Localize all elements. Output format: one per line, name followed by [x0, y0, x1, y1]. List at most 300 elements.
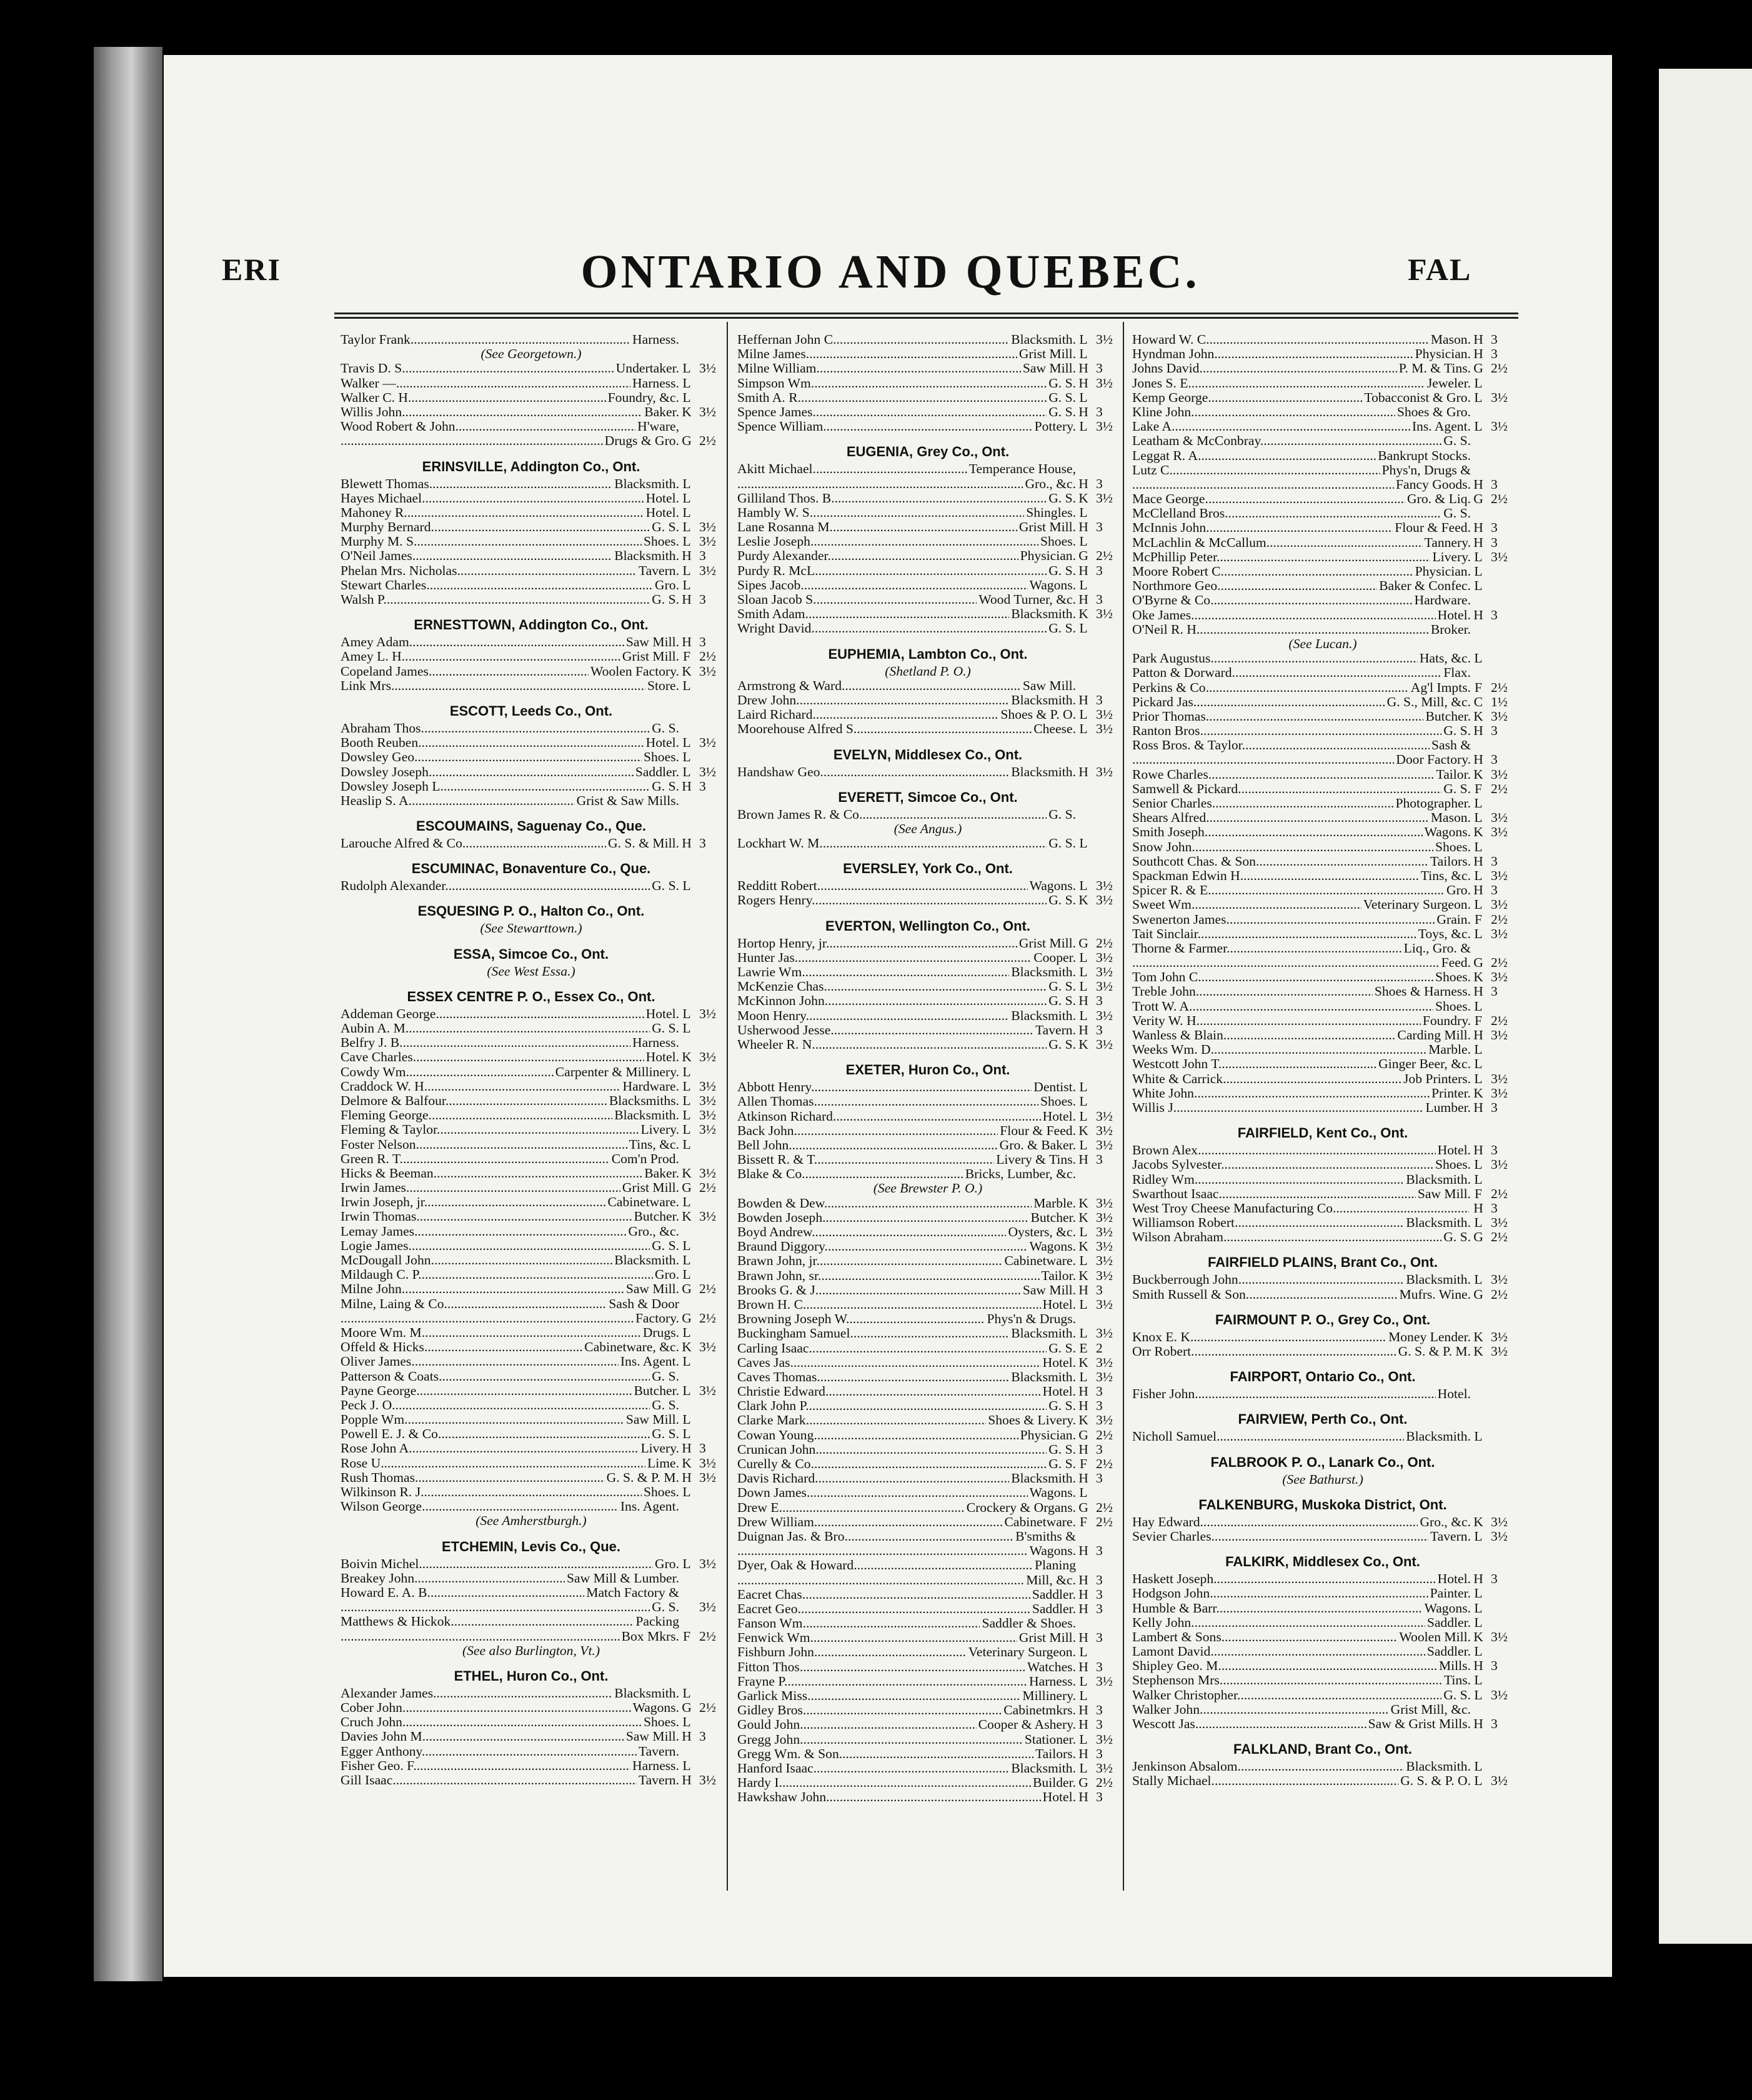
listing-rating: H [1078, 764, 1088, 779]
listing-business: Cabinetware. [1004, 1514, 1076, 1529]
listing-row [1132, 1028, 1513, 1042]
listing-business: Saddler. [1426, 1615, 1471, 1630]
listing-business: Match Factory & [586, 1585, 679, 1600]
listing-name: Nicholl Samuel ..... [1132, 1429, 1404, 1444]
listing-credit [694, 750, 722, 764]
listing-name: Southcott Chas. & Son ..... [1132, 854, 1428, 869]
listing-name: Bowden Joseph ..... [737, 1211, 1028, 1225]
listing-rating: L [682, 1195, 691, 1210]
listing-credit [694, 1138, 722, 1152]
listing-row [737, 621, 1118, 636]
listing-business: Livery. [640, 1441, 679, 1456]
listing-row [341, 721, 722, 736]
listing-credit [694, 1485, 722, 1499]
listing-row [341, 1195, 722, 1209]
listing-row [341, 520, 722, 534]
listing-credit [1486, 376, 1513, 391]
listing-row [341, 750, 722, 764]
listing-row [737, 1747, 1118, 1761]
listing-business: G. S. [1048, 376, 1076, 391]
listing-row [737, 1384, 1118, 1399]
listing-row [1132, 1387, 1513, 1401]
listing-name: Abraham Thos ..... [341, 721, 650, 736]
listing-row [1132, 1644, 1513, 1659]
listing-rating: G [1473, 492, 1483, 507]
listing-credit: 3½ [1096, 708, 1113, 722]
listing-name: Link Mrs ..... [341, 679, 645, 693]
listing-row [737, 1428, 1118, 1442]
listing-rating: L [1079, 390, 1088, 405]
listing-business: Carpenter & Millinery. [555, 1064, 679, 1079]
listing-credit: 3½ [1096, 491, 1113, 506]
listing-credit: 3 [1491, 521, 1498, 536]
listing-row [737, 1109, 1118, 1124]
listing-row [341, 836, 722, 851]
listing-name: Ranton Bros ..... [1132, 724, 1441, 738]
listing-credit [1486, 593, 1513, 608]
listing-row [737, 893, 1118, 908]
listing-name: Braund Diggory ..... [737, 1239, 1028, 1254]
listing-business: Physician. [1020, 549, 1076, 564]
listing-row [341, 564, 722, 578]
town-heading: EXETER, Huron Co., Ont. [845, 1062, 1010, 1078]
listing-credit [694, 794, 722, 808]
listing-name: Drew John ..... [737, 693, 1009, 708]
listing-credit [694, 1614, 722, 1629]
listing-credit [694, 679, 722, 693]
listing-name: Smith Joseph ..... [1132, 825, 1423, 839]
listing-row [737, 1080, 1118, 1094]
listing-row [1132, 506, 1513, 521]
listing-name: Murphy M. S ..... [341, 534, 642, 549]
listing-credit [1486, 999, 1513, 1014]
listing-rating: H [1078, 1152, 1088, 1168]
listing-credit: 3 [699, 549, 706, 564]
listing-row [341, 1427, 722, 1441]
listing-rating: F [1474, 680, 1482, 695]
listing-business: Gro., &c. [1025, 476, 1076, 491]
listing-rating: G [682, 1282, 692, 1297]
listing-credit: 3 [1096, 1718, 1103, 1732]
listing-row [341, 1586, 722, 1600]
listing-credit: 3 [1491, 1143, 1498, 1158]
listing-business: Marble. [1428, 1042, 1471, 1058]
listing-rating: K [1473, 1344, 1483, 1359]
listing-row [737, 936, 1118, 951]
town-heading: EVERTON, Wellington Co., Ont. [825, 918, 1030, 934]
listing-name: Cober John ..... [341, 1701, 631, 1715]
listing-business: G. S. [1048, 807, 1076, 822]
listing-name: Purdy Alexander ..... [737, 549, 1018, 563]
listing-name: Wright David ..... [737, 621, 1047, 636]
listing-business: Gro. [655, 1268, 679, 1282]
listing-credit: 3½ [1491, 1086, 1508, 1101]
listing-continuation [341, 1311, 722, 1326]
listing-credit: 3½ [1096, 1109, 1113, 1124]
listing-name: Lake A ..... [1132, 419, 1410, 434]
listing-row [737, 679, 1118, 693]
listing-row [341, 1050, 722, 1064]
listing-credit: 2½ [1491, 912, 1508, 927]
listing-name: Akitt Michael ..... [737, 462, 967, 476]
listing-credit: 2½ [1096, 1514, 1113, 1529]
listing-row [1132, 434, 1513, 448]
listing-rating: L [682, 376, 691, 391]
listing-rating: H [682, 1470, 692, 1485]
listing-name: McKenzie Chas ..... [737, 979, 1047, 994]
listing-business: Mason. [1430, 811, 1471, 826]
listing-row [341, 1209, 722, 1224]
listing-name: Copeland James ..... [341, 664, 589, 679]
listing-name: Amey Adam ..... [341, 635, 624, 649]
listing-business: G. S. [1048, 1037, 1076, 1052]
listing-row [341, 1181, 722, 1195]
listing-row [341, 1744, 722, 1759]
listing-business: Hotel. [645, 1050, 679, 1065]
listing-row [737, 1326, 1118, 1341]
listing-business: Shoes. [1435, 970, 1471, 985]
section-gap [1132, 1115, 1513, 1121]
listing-name: Hardy I ..... [737, 1776, 1031, 1790]
section-gap [1132, 1401, 1513, 1407]
listing-row [1132, 405, 1513, 419]
section-gap [1132, 1244, 1513, 1250]
listing-name: O'Neil R. H ..... [1132, 622, 1429, 637]
listing-credit: 3 [1491, 477, 1498, 492]
listing-rating [679, 1499, 694, 1514]
listing-business: Factory. [635, 1311, 679, 1326]
listing-rating: H [1473, 608, 1483, 622]
listing-business: Baker & Confec. [1379, 579, 1471, 594]
listing-credit [694, 391, 722, 405]
listing-row [737, 391, 1118, 405]
listing-row [341, 1398, 722, 1412]
listing-business: Tavern. [638, 1744, 679, 1759]
listing-business: Foundry, &c. [607, 390, 679, 405]
listing-business: Livery. [640, 1122, 679, 1138]
listing-rating: H [1078, 1631, 1088, 1646]
listing-business: G. S. [1443, 506, 1471, 521]
section-gap [737, 779, 1118, 785]
listing-business: G. S. [1048, 893, 1076, 908]
listing-row [341, 332, 722, 347]
listing-row [1132, 550, 1513, 564]
listing-credit [694, 1715, 722, 1729]
listing-name: Travis D. S ..... [341, 361, 614, 376]
listing-name: Down James ..... [737, 1486, 1028, 1500]
listing-name: Dowsley Geo ..... [341, 750, 642, 764]
listing-business: Gro. & Liq. [1407, 492, 1471, 507]
listing-name: Atkinson Richard ..... [737, 1109, 1041, 1124]
listing-credit: 3½ [1096, 1326, 1113, 1341]
listing-credit [1486, 1616, 1513, 1630]
listing-business: Blacksmith. [1011, 692, 1076, 708]
listing-business: Shoes. [1435, 999, 1471, 1014]
listing-business: Foundry. [1422, 1013, 1471, 1028]
listing-credit [1486, 941, 1513, 956]
listing-credit [694, 1427, 722, 1441]
cross-reference-note: (See Angus.) [893, 821, 962, 836]
listing-credit [694, 1354, 722, 1369]
listing-name: Spence William ..... [737, 419, 1033, 434]
listing-row [737, 1211, 1118, 1225]
listing-credit: 2½ [699, 649, 716, 664]
listing-rating: K [682, 404, 692, 419]
listing-row [1132, 1616, 1513, 1630]
listing-credit [1486, 405, 1513, 419]
listing-rating: L [1474, 390, 1483, 405]
listing-row [341, 736, 722, 750]
listing-row [1132, 1630, 1513, 1644]
listing-name: Oliver James ..... [341, 1354, 619, 1369]
listing-row [1132, 391, 1513, 405]
listing-business: Builder. [1033, 1776, 1076, 1791]
listing-name: West Troy Cheese Manufacturing Co. ..... [1132, 1201, 1469, 1216]
listing-business: Cabinetmkrs. [1003, 1703, 1076, 1718]
listing-name: Clarke Mark ..... [737, 1413, 986, 1428]
listing-business: B'smiths & [1015, 1529, 1076, 1544]
listing-business: Saw Mill. [625, 635, 679, 650]
listing-business: Cooper & Ashery. [978, 1718, 1076, 1732]
listing-rating [1471, 434, 1486, 448]
listing-business: Gro. [655, 1556, 679, 1571]
listing-business: Saw Mill. [625, 1282, 679, 1297]
cross-reference-note: (Shetland P. O.) [885, 663, 971, 679]
listing-credit [1091, 1558, 1118, 1572]
listing-business: Sash & Door [609, 1296, 679, 1311]
listing-credit: 3 [1491, 608, 1498, 622]
listing-name: Walker Christopher ..... [1132, 1688, 1441, 1702]
listing-row [737, 506, 1118, 520]
listing-credit [1486, 1172, 1513, 1187]
listing-business: Livery. [1432, 549, 1471, 564]
listing-row [1132, 695, 1513, 709]
section-gap [341, 979, 722, 984]
listing-credit [694, 477, 722, 491]
listing-business: G. S. [1443, 434, 1471, 449]
listing-business: Gro. [655, 578, 679, 592]
listing-row [1132, 1586, 1513, 1601]
listing-row [1132, 1042, 1513, 1057]
listing-row [1132, 361, 1513, 376]
listing-business: Tavern. [1430, 1529, 1471, 1544]
listing-name: Gould John ..... [737, 1718, 977, 1732]
listing-business: Ins. Agent. [620, 1354, 679, 1369]
listing-row [341, 879, 722, 893]
listing-business: Wagons. [1029, 578, 1076, 592]
listing-credit [1091, 578, 1118, 592]
listing-rating [1471, 449, 1486, 463]
listing-credit [1091, 1645, 1118, 1659]
listing-business: Saddler. [1032, 1587, 1076, 1602]
listing-name: Delmore & Balfour ..... [341, 1094, 607, 1108]
listing-rating [679, 419, 694, 434]
listing-rating: L [1079, 836, 1088, 851]
town-heading: ERNESTTOWN, Addington Co., Ont. [414, 617, 649, 633]
listing-row [737, 808, 1118, 822]
listing-row [737, 578, 1118, 592]
listing-rating: L [1079, 534, 1088, 549]
listing-name: Brown James R. & Co ..... [737, 808, 1047, 822]
listing-rating [1471, 1702, 1486, 1717]
listing-business: Ag'l Impts. [1410, 680, 1471, 695]
listing-rating: H [1078, 692, 1088, 708]
listing-row [737, 836, 1118, 851]
listing-credit: 3½ [1096, 1297, 1113, 1312]
listing-row [737, 1254, 1118, 1268]
listing-credit [1486, 579, 1513, 593]
listing-row [341, 361, 722, 376]
listing-name: Walker John ..... [1132, 1702, 1389, 1717]
listing-business: Wagons. [1029, 879, 1076, 894]
listing-row [1132, 608, 1513, 622]
listing-credit [694, 1759, 722, 1773]
listing-credit: 3 [1096, 1399, 1103, 1414]
listing-rating: L [1079, 979, 1088, 994]
listing-name: Abbott Henry ..... [737, 1080, 1032, 1094]
listing-rating: F [1474, 1186, 1482, 1201]
listing-name: Stally Michael ..... [1132, 1774, 1398, 1788]
listing-rating [679, 1744, 694, 1759]
listing-credit: 3 [1491, 1201, 1498, 1216]
listing-rating: H [682, 1773, 692, 1788]
listing-name: Wilson George ..... [341, 1499, 619, 1514]
listing-name: White John ..... [1132, 1086, 1430, 1101]
listing-row [1132, 1230, 1513, 1244]
listing-credit [694, 1744, 722, 1759]
listing-row [737, 1225, 1118, 1239]
listing-credit: 3 [1491, 1659, 1498, 1674]
listing-name: Jacobs Sylvester ..... [1132, 1158, 1433, 1172]
listing-name: Cave Charles ..... [341, 1050, 644, 1064]
listing-name: Leslie Joseph ..... [737, 534, 1038, 549]
listing-rating: G [1078, 1500, 1088, 1515]
listing-business: Butcher. [1425, 709, 1471, 724]
listing-name: Rudolph Alexander ..... [341, 879, 650, 893]
listing-row [341, 1138, 722, 1152]
listing-rating: L [682, 1325, 691, 1340]
listing-business: Livery & Tins. [996, 1152, 1076, 1168]
listing-business: Watches. [1027, 1659, 1076, 1674]
town-heading: ETCHEMIN, Levis Co., Que. [441, 1538, 621, 1554]
listing-name: O'Byrne & Co ..... [1132, 593, 1412, 608]
listing-credit: 3½ [1096, 1138, 1113, 1152]
listing-credit: 3½ [1491, 709, 1508, 724]
listing-credit: 3½ [1491, 1774, 1508, 1789]
listing-name: Smith Adam ..... [737, 607, 1009, 621]
listing-business: G. S. [1443, 724, 1471, 739]
listing-rating: L [1474, 1216, 1483, 1231]
listing-business: G. S. [652, 520, 679, 535]
listing-rating: K [1473, 1329, 1483, 1344]
listing-row [737, 1399, 1118, 1413]
listing-rating: H [1078, 404, 1088, 419]
listing-credit: 3½ [1491, 970, 1508, 985]
listing-name: Leatham & McConbray ..... [1132, 434, 1441, 448]
cross-reference-note: (See West Essa.) [487, 963, 575, 979]
listing-name: Buckingham Samuel ..... [737, 1326, 1009, 1341]
listing-name: Simpson Wm ..... [737, 376, 1047, 391]
listing-credit: 3½ [1096, 1254, 1113, 1269]
listing-business: G. S. [1048, 491, 1076, 506]
listing-row [1132, 681, 1513, 695]
listing-rating: H [1473, 1572, 1483, 1587]
listing-name: Cowdy Wm ..... [341, 1065, 554, 1079]
listing-rating [1471, 405, 1486, 419]
listing-business: Saw Mill. [1417, 1186, 1471, 1201]
listing-business: Shoes. [644, 750, 679, 765]
listing-rating: L [1079, 1254, 1088, 1269]
listing-row [341, 635, 722, 649]
listing-name: Irwin Thomas ..... [341, 1209, 632, 1224]
listing-name: Sipes Jacob ..... [737, 578, 1028, 592]
listing-credit [694, 1036, 722, 1050]
listing-rating: L [682, 1238, 691, 1253]
listing-credit [694, 879, 722, 893]
listing-row [341, 1152, 722, 1166]
listing-credit [694, 578, 722, 592]
listing-row [341, 1384, 722, 1398]
listing-business: Grist Mill. [1018, 1631, 1076, 1646]
listing-credit [694, 1253, 722, 1268]
listing-credit [1486, 1644, 1513, 1659]
listing-rating [1471, 506, 1486, 521]
listing-rating: L [682, 1383, 691, 1398]
listing-credit: 3 [1096, 361, 1103, 376]
listing-row [737, 1283, 1118, 1298]
listing-name: Phelan Mrs. Nicholas ..... [341, 564, 637, 578]
listing-rating: H [682, 836, 692, 851]
listing-row [1132, 898, 1513, 912]
listing-business: Gro., &c. [1420, 1514, 1471, 1529]
listing-name: Bell John ..... [737, 1138, 998, 1152]
listing-name: Clark John P ..... [737, 1399, 1047, 1413]
listing-name: Lutz C ..... [1132, 463, 1380, 478]
listing-credit: 3½ [1491, 1071, 1508, 1086]
listing-business: Wagons. [1029, 1544, 1076, 1559]
listing-row [341, 1715, 722, 1729]
listing-business: Tobacconist & Gro. [1364, 390, 1471, 405]
listing-business: Ins. Agent. [620, 1499, 679, 1514]
listing-name: Brown H. C ..... [737, 1298, 1041, 1312]
listing-credit [694, 1571, 722, 1586]
listing-credit [1091, 1486, 1118, 1500]
listing-business: Woolen Mill. [1399, 1629, 1471, 1644]
listing-row [341, 794, 722, 808]
listing-rating [1076, 679, 1091, 693]
section-gap [737, 636, 1118, 642]
listing-rating: L [1079, 1109, 1088, 1124]
listing-row [1132, 449, 1513, 463]
listing-business: Blacksmith. [1406, 1172, 1471, 1187]
listing-credit: 2½ [699, 1181, 716, 1196]
listing-rating: L [1474, 1529, 1483, 1544]
listing-row [1132, 536, 1513, 550]
listing-row [1132, 1702, 1513, 1717]
listing-business: G. S. [1048, 979, 1076, 994]
listing-row [341, 578, 722, 592]
section-gap [1132, 1359, 1513, 1364]
listing-rating: H [1473, 535, 1483, 550]
listing-row [341, 405, 722, 419]
listing-name: Carling Isaac ..... [737, 1341, 1047, 1356]
listing-rating: L [1474, 1172, 1483, 1187]
listing-row [1132, 492, 1513, 506]
listing-name: Blewett Thomas ..... [341, 477, 612, 491]
listing-credit: 3½ [699, 1773, 716, 1788]
listing-business: Feed. [1441, 956, 1471, 971]
listing-credit [694, 506, 722, 520]
